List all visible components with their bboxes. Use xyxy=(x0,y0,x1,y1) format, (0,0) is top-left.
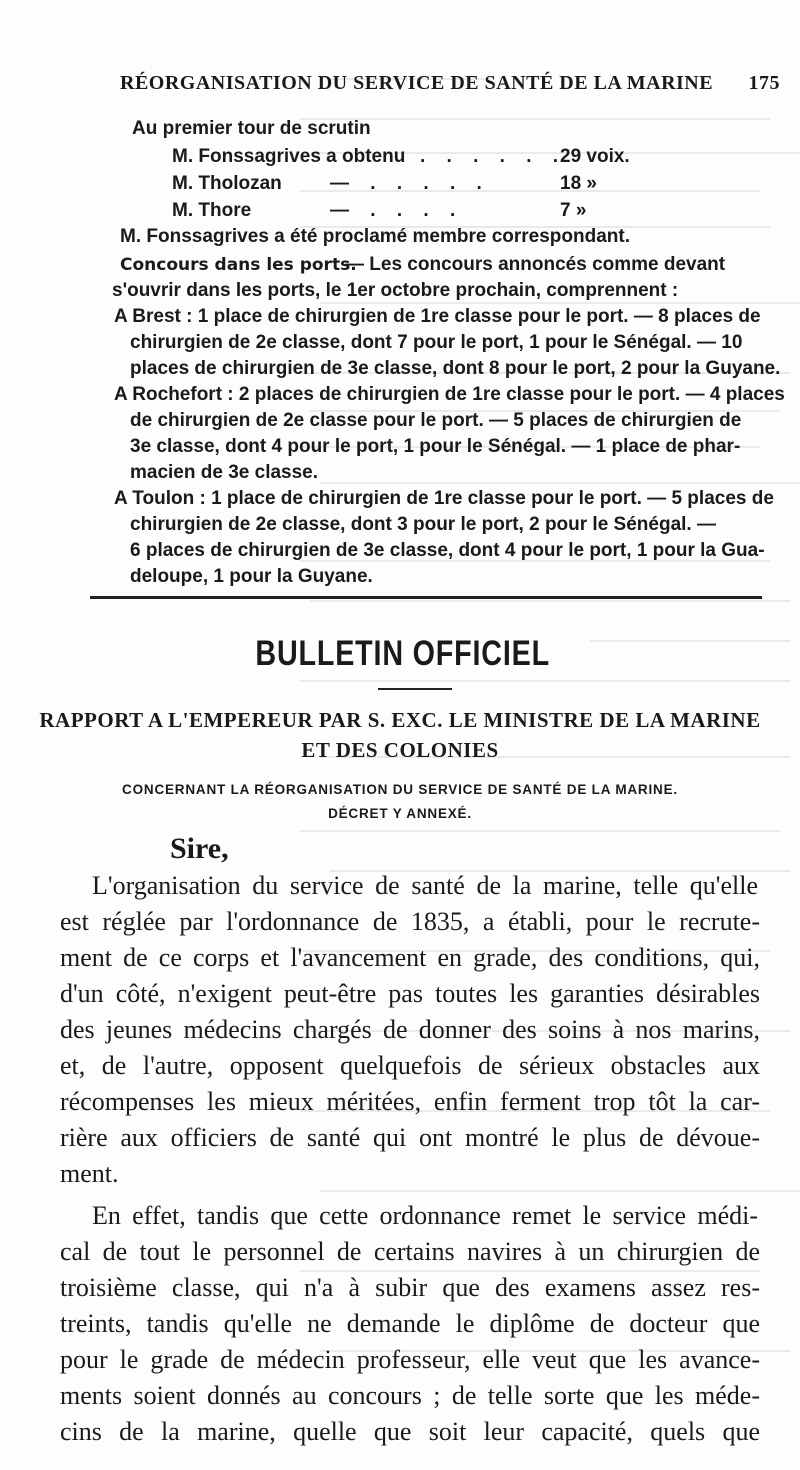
running-header-title: RÉORGANISATION DU SERVICE DE SANTÉ DE LA MARINE xyxy=(120,72,714,94)
body-line: cal de tout le personnel de certains navires à un chirurgien de xyxy=(60,1237,760,1266)
vote-leader-dots: . . . . . . xyxy=(420,146,567,167)
concours-line: chirurgien de 2e classe, dont 7 pour le port, 1 pour le Sénégal. — 10 xyxy=(130,332,743,353)
running-header xyxy=(120,70,780,100)
rapport-heading-line2: ET DES COLONIES xyxy=(301,738,499,762)
vote-leader-dots: — . . . . xyxy=(330,200,464,221)
decret-subheading: DÉCRET Y ANNEXÉ. xyxy=(328,806,472,821)
concours-line: de chirurgien de 2e classe pour le port. — 5 places de chirurgien de xyxy=(130,410,742,431)
body-line: est réglée par l'ordonnance de 1835, a établi, pour le recrute- xyxy=(60,907,760,936)
body-line: des jeunes médecins chargés de donner des soins à nos marins, xyxy=(60,1015,760,1044)
salutation: Sire, xyxy=(170,832,229,865)
concours-line: 6 places de chirurgien de 3e classe, dont 4 pour le port, 1 pour la Gua- xyxy=(130,540,765,561)
body-line: récompenses les mieux méritées, enfin ferment trop tôt la car- xyxy=(60,1087,760,1116)
body-line: d'un côté, n'exigent peut-être pas toutes les garanties désirables xyxy=(60,979,760,1008)
rapport-heading-line1: RAPPORT A L'EMPEREUR PAR S. EXC. LE MINISTRE DE LA MARINE xyxy=(39,708,761,732)
concours-line-rochefort: A Rochefort : 2 places de chirurgien de 1re classe pour le port. — 4 places xyxy=(114,384,785,405)
body-line: ment. xyxy=(60,1159,119,1188)
body-line: troisième classe, qui n'a à subir que des examens assez res- xyxy=(60,1273,760,1302)
title-short-rule xyxy=(378,688,452,690)
concours-line-brest: A Brest : 1 place de chirurgien de 1re classe pour le port. — 8 places de xyxy=(114,306,761,327)
scrutin-intro: Au premier tour de scrutin xyxy=(132,118,371,139)
vote-count: 7 » xyxy=(560,200,587,221)
concours-line: places de chirurgien de 3e classe, dont 8 pour le port, 2 pour la Guyane. xyxy=(130,358,781,379)
body-line: et, de l'autre, opposent quelquefois de sérieux obstacles aux xyxy=(60,1051,760,1080)
body-line: En effet, tandis que cette ordonnance remet le service médi- xyxy=(92,1201,758,1230)
vote-candidate: M. Thore xyxy=(172,200,252,221)
body-line: ment de ce corps et l'avancement en grade, des conditions, qui, xyxy=(60,943,760,972)
scrutin-result: M. Fonssagrives a été proclamé membre correspondant. xyxy=(120,226,631,247)
concernant-subheading: CONCERNANT LA RÉORGANISATION DU SERVICE DE SANTÉ DE LA MARINE. xyxy=(122,782,678,797)
page-number: 175 xyxy=(748,72,780,94)
concours-line: 3e classe, dont 4 pour le port, 1 pour le Sénégal. — 1 place de phar- xyxy=(130,436,741,457)
body-line: L'organisation du service de santé de la marine, telle qu'elle xyxy=(92,871,758,900)
bulletin-title: BULLETIN OFFICIEL xyxy=(255,634,550,673)
concours-line: deloupe, 1 pour la Guyane. xyxy=(130,566,373,587)
body-line: ments soient donnés au concours ; de telle sorte que les méde- xyxy=(60,1381,760,1410)
concours-line-toulon: A Toulon : 1 place de chirurgien de 1re classe pour le port. — 5 places de xyxy=(114,488,774,509)
vote-count: 29 voix. xyxy=(560,146,630,167)
vote-candidate: M. Fonssagrives a obtenu xyxy=(172,146,406,167)
body-line: pour le grade de médecin professeur, elle veut que les avance- xyxy=(60,1345,760,1374)
concours-line: — Les concours annoncés comme devant xyxy=(345,254,726,275)
body-line: treints, tandis qu'elle ne demande le diplôme de docteur que xyxy=(60,1309,760,1338)
body-line: rière aux officiers de santé qui ont montré le plus de dévoue- xyxy=(60,1123,760,1152)
concours-heading: Concours dans les ports. xyxy=(120,255,357,275)
vote-candidate: M. Tholozan xyxy=(172,173,282,194)
concours-line: macien de 3e classe. xyxy=(130,462,319,483)
body-line: cins de la marine, quelle que soit leur capacité, quels que xyxy=(60,1417,760,1446)
section-rule xyxy=(90,596,762,599)
concours-line: chirurgien de 2e classe, dont 3 pour le port, 2 pour le Sénégal. — xyxy=(130,514,716,535)
vote-leader-dots: — . . . . . xyxy=(330,173,490,194)
vote-count: 18 » xyxy=(560,173,597,194)
concours-line: s'ouvrir dans les ports, le 1er octobre prochain, comprennent : xyxy=(112,280,679,301)
